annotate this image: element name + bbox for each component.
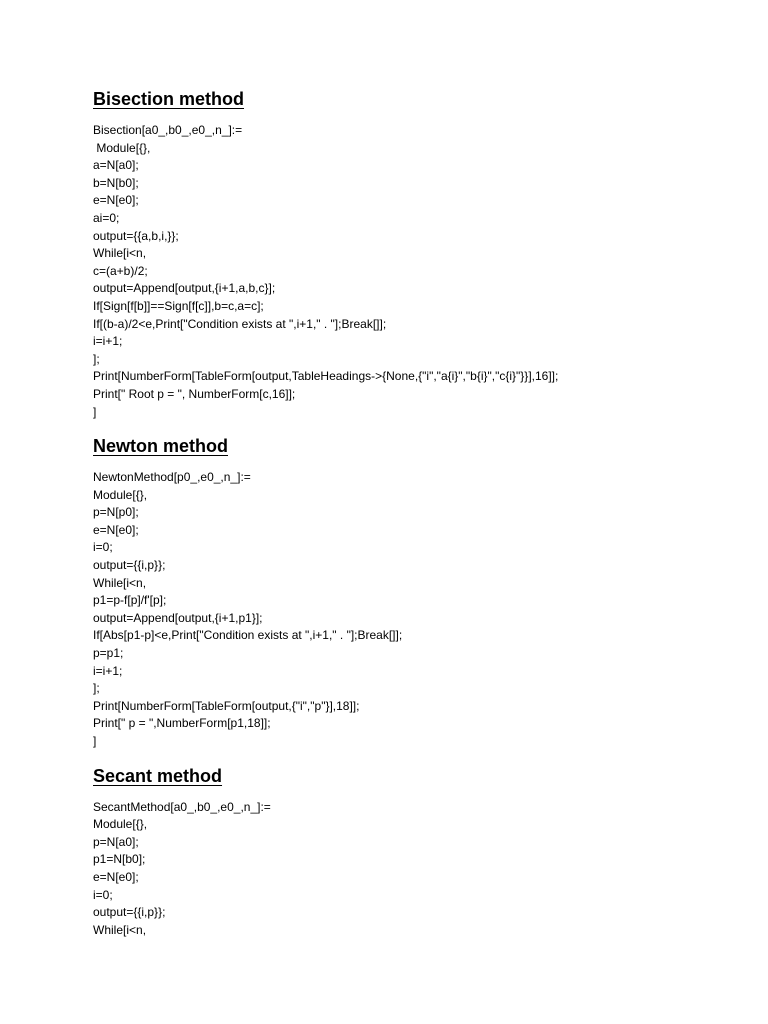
code-line: output={{i,p}}; — [93, 905, 166, 920]
code-line: Print[NumberForm[TableForm[output,{"i","p"}],18]]; — [93, 698, 360, 713]
code-line: i=i+1; — [93, 334, 123, 349]
code-line: output={{i,p}}; — [93, 558, 166, 573]
code-line: Print[" Root p = ", NumberForm[c,16]]; — [93, 386, 296, 401]
code-line: a=N[a0]; — [93, 158, 139, 173]
code-line: p1=p-f[p]/f'[p]; — [93, 593, 167, 608]
section-heading: Bisection method — [93, 89, 245, 109]
code-section — [93, 765, 733, 940]
code-line: p=N[p0]; — [93, 505, 139, 520]
code-line: Bisection[a0_,b0_,e0_,n_]:= — [93, 123, 243, 137]
code-line: p=p1; — [93, 646, 124, 661]
code-line: output=Append[output,{i+1,a,b,c}]; — [93, 281, 276, 296]
code-line: NewtonMethod[p0_,e0_,n_]:= — [93, 470, 251, 485]
code-section — [93, 88, 733, 421]
code-line: While[i<n, — [93, 922, 147, 937]
code-line: output={{a,b,i,}}; — [93, 228, 179, 243]
code-line: Print[NumberForm[TableForm[output,TableHeadings->{None,{"i","a{i}","b{i}","c{i}"}}],16]]; — [93, 369, 559, 384]
code-line: ] — [93, 734, 97, 748]
code-line: i=0; — [93, 540, 113, 555]
code-block — [93, 469, 733, 751]
code-line: SecantMethod[a0_,b0_,e0_,n_]:= — [93, 799, 271, 814]
code-block — [93, 799, 733, 940]
code-line: i=i+1; — [93, 663, 123, 678]
code-line: output=Append[output,{i+1,p1}]; — [93, 610, 263, 625]
code-line: i=0; — [93, 887, 113, 902]
code-line: e=N[e0]; — [93, 522, 139, 537]
code-line: Module[{}, — [93, 817, 148, 832]
code-line: ]; — [93, 351, 100, 366]
code-line: ] — [93, 404, 97, 419]
code-line: e=N[e0]; — [93, 869, 139, 884]
code-line: While[i<n, — [93, 575, 147, 590]
code-line: Module[{}, — [93, 487, 148, 502]
code-block — [93, 122, 733, 421]
code-line: Module[{}, — [93, 140, 151, 155]
code-line: If[Abs[p1-p]<e,Print["Condition exists at ",i+1," . "];Break[]]; — [93, 628, 403, 643]
section-heading: Secant method — [93, 765, 223, 786]
code-line: p1=N[b0]; — [93, 852, 146, 867]
section-heading: Newton method — [93, 436, 228, 457]
code-line: p=N[a0]; — [93, 834, 139, 849]
code-line: Print[" p = ",NumberForm[p1,18]]; — [93, 716, 271, 731]
document-page — [93, 88, 733, 953]
code-line: If[Sign[f[b]]==Sign[f[c]],b=c,a=c]; — [93, 298, 264, 313]
code-line: b=N[b0]; — [93, 175, 139, 190]
code-line: If[(b-a)/2<e,Print["Condition exists at ",i+1," . "];Break[]]; — [93, 316, 387, 331]
code-line: ]; — [93, 681, 100, 696]
code-line: While[i<n, — [93, 246, 147, 261]
code-line: e=N[e0]; — [93, 193, 139, 208]
code-line: ai=0; — [93, 210, 120, 225]
code-section — [93, 435, 733, 751]
code-line: c=(a+b)/2; — [93, 263, 148, 278]
